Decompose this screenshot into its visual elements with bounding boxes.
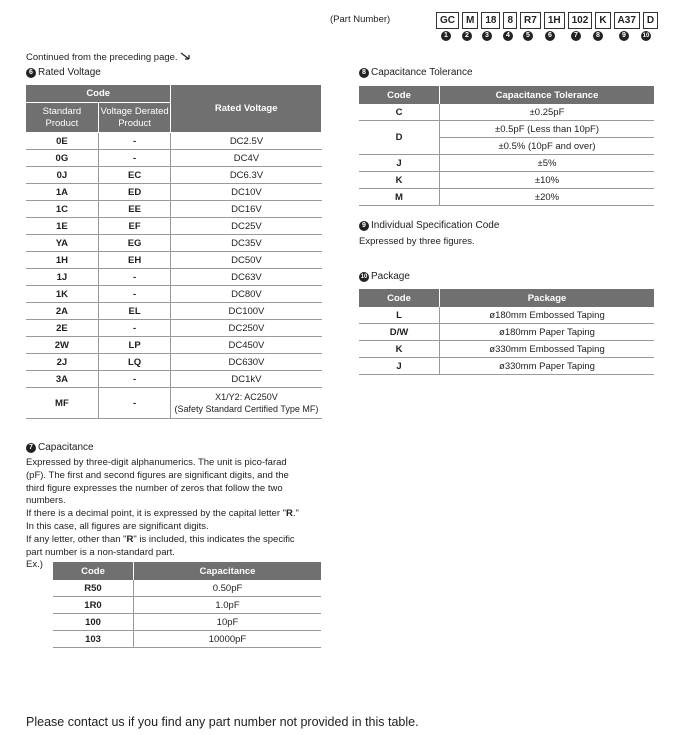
derated-code-cell: EH — [98, 252, 171, 269]
derated-code-cell: - — [98, 150, 171, 167]
table-row — [26, 320, 322, 337]
part-number-segment: R7 — [520, 12, 541, 29]
derated-code-cell: EF — [98, 218, 171, 235]
other-letter-note: If any letter, other than "R" is included, this indicates the specific — [26, 533, 295, 545]
table-row — [26, 303, 322, 320]
table-row — [26, 133, 322, 150]
code-header: Code — [359, 86, 440, 104]
section-number-badge: 9 — [359, 221, 369, 231]
rated-voltage-cell: DC4V — [171, 150, 322, 167]
section-title: Package — [371, 271, 410, 282]
tolerance-heading — [359, 67, 473, 78]
table-row — [26, 218, 322, 235]
desc-line: third figure expresses the number of zeros that follow the two — [26, 482, 283, 494]
standard-code-cell: 1E — [26, 218, 98, 235]
table-row — [26, 286, 322, 303]
code-cell: 103 — [53, 631, 134, 648]
table-row — [53, 614, 321, 631]
capacitance-header: Capacitance — [134, 562, 322, 580]
part-number-segment: 102 — [568, 12, 593, 29]
part-number-index-badge: 9 — [619, 31, 629, 41]
standard-product-header: Standard Product — [26, 103, 98, 133]
table-row — [359, 189, 654, 206]
part-number-segment: 1H — [544, 12, 565, 29]
code-cell: 100 — [53, 614, 134, 631]
table-row — [26, 269, 322, 286]
capacitance-table — [53, 562, 321, 648]
section-title: Capacitance — [38, 442, 94, 453]
part-number-index-badge: 10 — [642, 33, 650, 39]
capacitance-heading — [26, 442, 94, 453]
standard-code-cell: YA — [26, 235, 98, 252]
standard-code-cell: 2J — [26, 354, 98, 371]
standard-code-cell: 2A — [26, 303, 98, 320]
part-number-segments — [436, 12, 658, 29]
table-row — [359, 155, 654, 172]
voltage-derated-header: Voltage Derated Product — [98, 103, 171, 133]
part-number-index-badge: 1 — [441, 31, 451, 41]
derated-code-cell: ED — [98, 184, 171, 201]
rated-voltage-cell: DC2.5V — [171, 133, 322, 150]
example-label: Ex.) — [26, 559, 43, 571]
tolerance-cell: ±20% — [440, 189, 655, 206]
derated-code-cell: LP — [98, 337, 171, 354]
table-row — [26, 184, 322, 201]
table-row — [26, 167, 322, 184]
section-number-badge: 8 — [359, 68, 369, 78]
part-number-segment: GC — [436, 12, 459, 29]
code-cell: K — [359, 341, 440, 358]
section-number-badge: 7 — [26, 443, 36, 453]
table-row — [53, 631, 321, 648]
rated-voltage-table — [26, 85, 322, 419]
desc-line: Expressed by three-digit alphanumerics. The unit is pico-farad — [26, 457, 287, 468]
package-cell: ø180mm Paper Taping — [440, 324, 655, 341]
standard-code-cell: 1K — [26, 286, 98, 303]
desc-line: (pF). The first and second figures are significant digits, and the — [26, 469, 289, 481]
part-number-index-badge: 8 — [593, 31, 603, 41]
part-number-index-badge: 2 — [462, 31, 472, 41]
standard-code-cell: 1H — [26, 252, 98, 269]
rated-voltage-cell: DC1kV — [171, 371, 322, 388]
derated-code-cell: - — [98, 320, 171, 337]
standard-code-cell: 2W — [26, 337, 98, 354]
code-header: Code — [53, 562, 134, 580]
voltage-line: (Safety Standard Certified Type MF) — [174, 404, 319, 414]
part-number-index-badge: 3 — [482, 31, 492, 41]
code-cell: 1R0 — [53, 597, 134, 614]
table-row — [26, 252, 322, 269]
part-number-segment: 18 — [481, 12, 500, 29]
derated-code-cell: EL — [98, 303, 171, 320]
desc-line: In this case, all figures are significant digits. — [26, 520, 209, 532]
code-cell: D — [359, 121, 440, 155]
arrow-down-right-icon — [180, 52, 191, 61]
rated-voltage-cell: DC25V — [171, 218, 322, 235]
part-number-index-badge: 7 — [571, 31, 581, 41]
rated-voltage-cell: DC16V — [171, 201, 322, 218]
part-number-segment: A37 — [614, 12, 640, 29]
code-cell: J — [359, 155, 440, 172]
derated-code-cell: - — [98, 388, 171, 419]
code-cell: K — [359, 172, 440, 189]
rated-voltage-cell: DC100V — [171, 303, 322, 320]
capacitance-description — [26, 457, 316, 572]
section-number-badge: 10 — [360, 273, 368, 280]
part-number-segment: K — [595, 12, 610, 29]
rated-voltage-cell: DC6.3V — [171, 167, 322, 184]
tolerance-cell: ±10% — [440, 172, 655, 189]
tolerance-cell: ±0.5pF (Less than 10pF) — [440, 121, 655, 138]
rated-voltage-cell: DC630V — [171, 354, 322, 371]
tolerance-header: Capacitance Tolerance — [440, 86, 655, 104]
table-row — [53, 580, 321, 597]
part-number-segment: 8 — [503, 12, 517, 29]
table-row — [26, 371, 322, 388]
table-row — [359, 324, 654, 341]
derated-code-cell: - — [98, 371, 171, 388]
capacitance-cell: 1.0pF — [134, 597, 322, 614]
individual-spec-heading — [359, 220, 499, 231]
rated-voltage-cell: DC63V — [171, 269, 322, 286]
table-row — [26, 388, 322, 419]
code-cell: M — [359, 189, 440, 206]
standard-code-cell: MF — [26, 388, 98, 419]
rated-voltage-header: Rated Voltage — [171, 85, 322, 133]
standard-code-cell: 1C — [26, 201, 98, 218]
tolerance-cell: ±0.25pF — [440, 104, 655, 121]
table-row — [359, 172, 654, 189]
section-title: Rated Voltage — [38, 67, 101, 78]
decimal-note: If there is a decimal point, it is expressed by the capital letter "R." — [26, 508, 299, 520]
part-number-indices — [436, 31, 656, 43]
capacitance-cell: 10000pF — [134, 631, 322, 648]
section-title: Capacitance Tolerance — [371, 67, 473, 78]
table-row — [359, 121, 654, 138]
part-number-segment: M — [462, 12, 478, 29]
table-row — [26, 354, 322, 371]
standard-code-cell: 0G — [26, 150, 98, 167]
section-title: Individual Specification Code — [371, 220, 500, 231]
package-header: Package — [440, 289, 655, 307]
derated-code-cell: - — [98, 286, 171, 303]
capacitance-cell: 0.50pF — [134, 580, 322, 597]
capacitance-cell: 10pF — [134, 614, 322, 631]
tolerance-cell: ±5% — [440, 155, 655, 172]
individual-spec-text: Expressed by three figures. — [359, 236, 475, 247]
package-table — [359, 289, 654, 375]
standard-code-cell: 2E — [26, 320, 98, 337]
desc-line: part number is a non-standard part. — [26, 546, 175, 558]
derated-code-cell: EC — [98, 167, 171, 184]
table-row — [26, 150, 322, 167]
rated-voltage-cell — [171, 388, 322, 419]
section-number-badge: 6 — [26, 68, 36, 78]
table-row — [359, 358, 654, 375]
standard-code-cell: 1A — [26, 184, 98, 201]
desc-line: numbers. — [26, 495, 66, 507]
derated-code-cell: EG — [98, 235, 171, 252]
table-row — [53, 597, 321, 614]
footer-note: Please contact us if you find any part number not provided in this table. — [26, 715, 419, 729]
table-row — [359, 341, 654, 358]
table-row — [26, 235, 322, 252]
rated-voltage-cell: DC450V — [171, 337, 322, 354]
code-cell: L — [359, 307, 440, 324]
code-cell: R50 — [53, 580, 134, 597]
tolerance-cell: ±0.5% (10pF and over) — [440, 138, 655, 155]
continued-note — [26, 52, 191, 63]
table-row — [359, 104, 654, 121]
package-heading — [359, 271, 410, 282]
table-row — [26, 337, 322, 354]
package-cell: ø330mm Paper Taping — [440, 358, 655, 375]
continued-note-text: Continued from the preceding page. — [26, 52, 178, 63]
code-header: Code — [359, 289, 440, 307]
derated-code-cell: - — [98, 133, 171, 150]
standard-code-cell: 1J — [26, 269, 98, 286]
derated-code-cell: - — [98, 269, 171, 286]
code-cell: J — [359, 358, 440, 375]
rated-voltage-cell: DC50V — [171, 252, 322, 269]
part-number-index-badge: 4 — [503, 31, 513, 41]
table-row — [359, 307, 654, 324]
standard-code-cell: 0E — [26, 133, 98, 150]
code-cell: C — [359, 104, 440, 121]
derated-code-cell: EE — [98, 201, 171, 218]
rated-voltage-cell: DC80V — [171, 286, 322, 303]
table-row — [26, 201, 322, 218]
code-header: Code — [26, 85, 171, 103]
rated-voltage-heading — [26, 67, 101, 78]
voltage-line: X1/Y2: AC250V — [215, 392, 278, 402]
part-number-segment: D — [643, 12, 658, 29]
tolerance-table — [359, 86, 654, 206]
part-number-index-badge: 6 — [545, 31, 555, 41]
standard-code-cell: 0J — [26, 167, 98, 184]
part-number-label: (Part Number) — [330, 14, 391, 25]
package-cell: ø330mm Embossed Taping — [440, 341, 655, 358]
package-cell: ø180mm Embossed Taping — [440, 307, 655, 324]
rated-voltage-cell: DC250V — [171, 320, 322, 337]
standard-code-cell: 3A — [26, 371, 98, 388]
rated-voltage-cell: DC35V — [171, 235, 322, 252]
rated-voltage-cell: DC10V — [171, 184, 322, 201]
derated-code-cell: LQ — [98, 354, 171, 371]
part-number-index-badge: 5 — [523, 31, 533, 41]
code-cell: D/W — [359, 324, 440, 341]
